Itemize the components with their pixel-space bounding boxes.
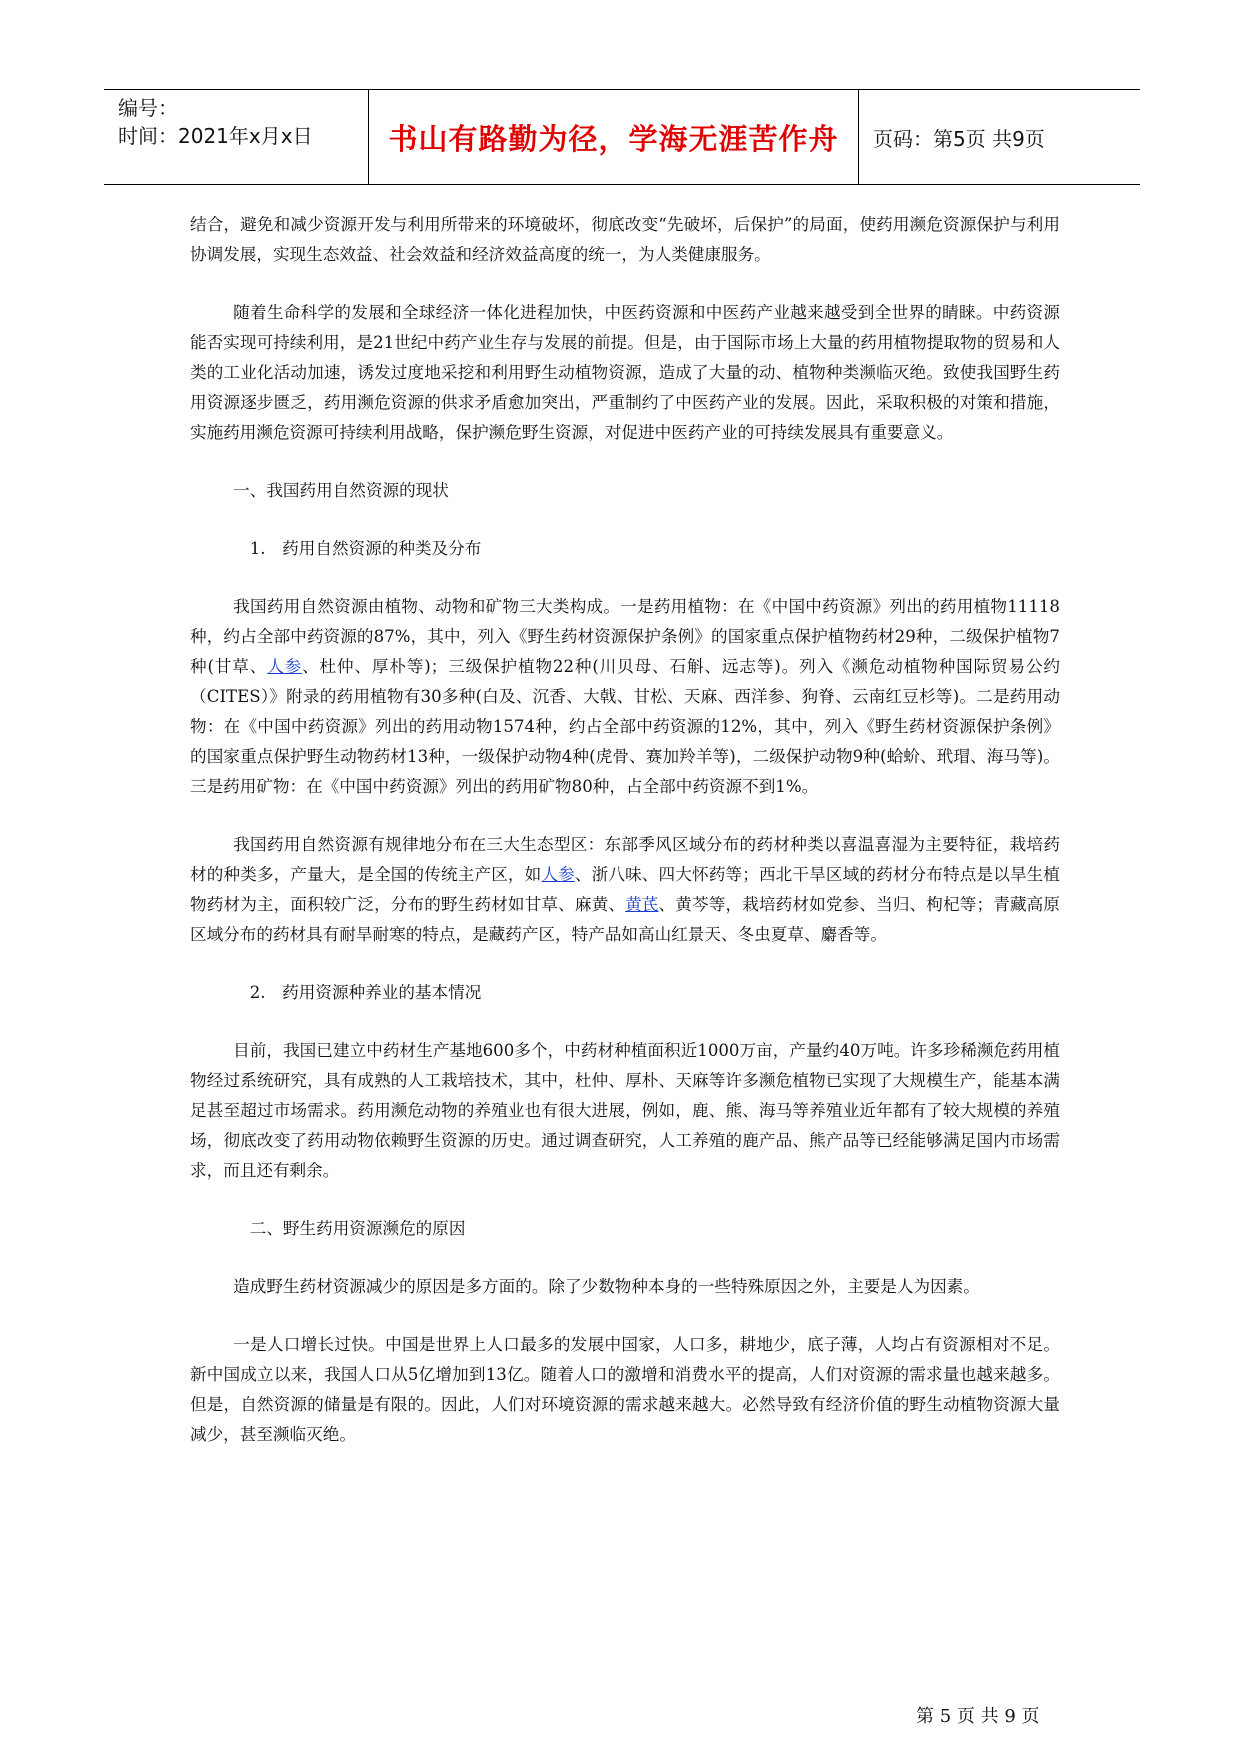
document-body	[190, 210, 1060, 1478]
link-renshen[interactable]: 人参	[267, 657, 303, 676]
section-heading-2: 二、野生药用资源濒危的原因	[249, 1219, 466, 1238]
header-page-cell	[859, 90, 1140, 184]
subsection-heading-1-2: 2. 药用资源种养业的基本情况	[249, 983, 482, 1002]
link-renshen-2[interactable]: 人参	[541, 865, 575, 884]
document-time-label: 时间：2021年x月x日	[118, 124, 313, 148]
text-segment: 我国药用自然资源由植物、动物和矿物三大类构成。一是药用植物：在《中国中药资源》列出的药用植物11118种，约占全部中药资源的87%，其中，列入《野生药材资源保护条例》的国家重点保护植物药材29种，二级保护植物7种(甘草、	[190, 597, 1060, 676]
text-segment: 、黄芩等，栽培药材如党参、当归、枸杞等；青藏高原区域分布的药材具有耐旱耐寒的特点，是藏药产区，特产品如高山红景天、冬虫夏草、麝香等。	[190, 895, 1061, 944]
text-segment: 、浙八味、四大怀药等；西北干旱区域的药材分布特点是以旱生植物药材为主，面积较广泛，分布的野生药材如甘草、麻黄、	[190, 865, 1061, 914]
subsection-heading-1-1: 1. 药用自然资源的种类及分布	[249, 539, 482, 558]
text-segment: 、杜仲、厚朴等)；三级保护植物22种(川贝母、石斛、远志等)。列入《濒危动植物种国际贸易公约（CITES）》附录的药用植物有30多种(白及、沉香、大戟、甘松、天麻、西洋参、狗脊、云南红豆杉等)。二是药用动物：在《中国中药资源》列出的药用动物1574种，约占全部中药资源的12%，其中，列入《野生药材资源保护条例》的国家重点保护野生动物药材13种，一级保护动物4种(虎骨、赛加羚羊等)，二级保护动物9种(蛤蚧、玳瑁、海马等)。三是药用矿物：在《中国中药资源》列出的药用矿物80种，占全部中药资源不到1%。	[190, 657, 1060, 796]
section-heading-1: 一、我国药用自然资源的现状	[233, 481, 449, 500]
paragraph-population: 一是人口增长过快。中国是世界上人口最多的发展中国家，人口多，耕地少，底子薄，人均占有资源相对不足。新中国成立以来，我国人口从5亿增加到13亿。随着人口的激增和消费水平的提高，人们对资源的需求量也越来越多。但是，自然资源的储量是有限的。因此，人们对环境资源的需求越来越大。必然导致有经济价值的野生动植物资源大量减少，甚至濒临灭绝。	[190, 1335, 1060, 1444]
page-footer-number: 第 5 页 共 9 页	[916, 1706, 1040, 1727]
link-huangqi[interactable]: 黄芪	[625, 895, 659, 914]
text-segment: 我国药用自然资源有规律地分布在三大生态型区：东部季风区域分布的药材种类以喜温喜湿为主要特征，栽培药材的种类多，产量大，是全国的传统主产区，如	[190, 835, 1060, 884]
paragraph-intro: 随着生命科学的发展和全球经济一体化进程加快，中医药资源和中医药产业越来越受到全世界的睛睐。中药资源能否实现可持续利用，是21世纪中药产业生存与发展的前提。但是，由于国际市场上大量的药用植物提取物的贸易和人类的工业化活动加速，诱发过度地采挖和利用野生动植物资源，造成了大量的动、植物种类濒临灭绝。致使我国野生药用资源逐步匮乏，药用濒危资源的供求矛盾愈加突出，严重制约了中医药产业的发展。因此，采取积极的对策和措施，实施药用濒危资源可持续利用战略，保护濒危野生资源，对促进中医药产业的可持续发展具有重要意义。	[190, 303, 1060, 442]
header-meta-cell	[104, 90, 369, 184]
paragraph-cultivation: 目前，我国已建立中药材生产基地600多个，中药材种植面积近1000万亩，产量约40万吨。许多珍稀濒危药用植物经过系统研究，具有成熟的人工栽培技术，其中，杜仲、厚朴、天麻等许多濒危植物已实现了大规模生产，能基本满足甚至超过市场需求。药用濒危动物的养殖业也有很大进展，例如，鹿、熊、海马等养殖业近年都有了较大规模的养殖场，彻底改变了药用动物依赖野生资源的历史。通过调查研究，人工养殖的鹿产品、熊产品等已经能够满足国内市场需求，而且还有剩余。	[190, 1041, 1060, 1180]
page-header	[104, 89, 1140, 185]
document-number-label: 编号：	[118, 96, 178, 120]
paragraph-continued: 结合，避免和减少资源开发与利用所带来的环境破坏，彻底改变“先破坏，后保护”的局面，使药用濒危资源保护与利用协调发展，实现生态效益、社会效益和经济效益高度的统一，为人类健康服务。	[190, 215, 1060, 264]
paragraph-causes: 造成野生药材资源减少的原因是多方面的。除了少数物种本身的一些特殊原因之外，主要是人为因素。	[233, 1277, 980, 1296]
header-motto-cell	[369, 90, 859, 184]
header-page-label: 页码：第5页 共9页	[873, 126, 1045, 151]
header-motto: 书山有路勤为径，学海无涯苦作舟	[388, 121, 839, 156]
paragraph-resource-distribution	[190, 830, 1060, 950]
paragraph-resource-types	[190, 592, 1060, 802]
